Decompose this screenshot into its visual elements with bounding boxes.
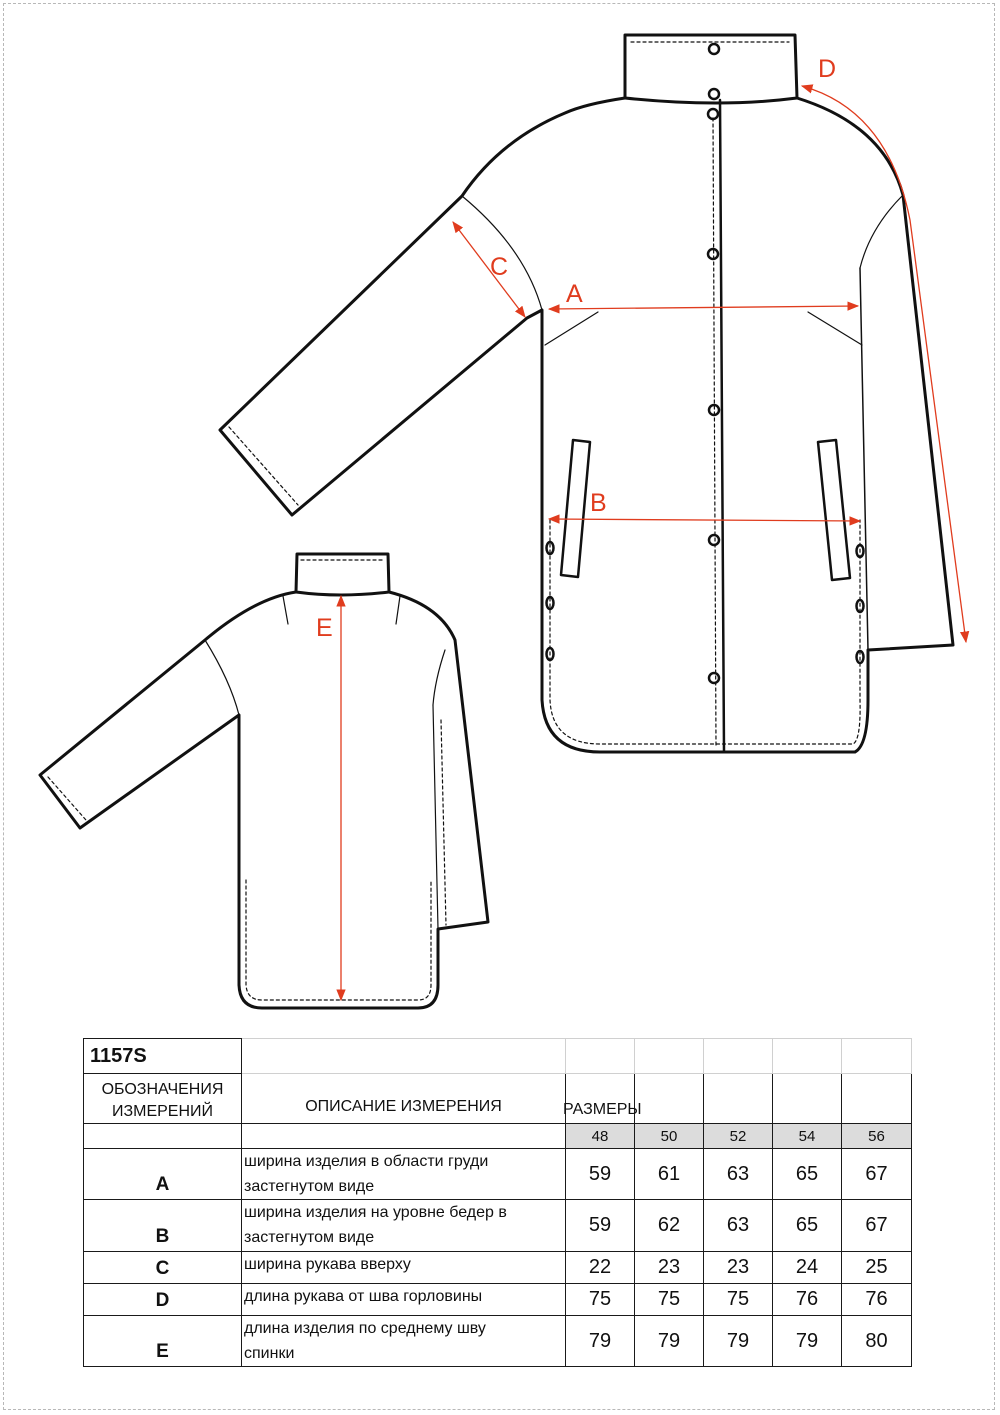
label-e: E [316, 614, 333, 642]
size-cell: 56 [842, 1124, 912, 1149]
arrow-d [802, 86, 966, 642]
measure-value: 80 [842, 1316, 912, 1367]
back-vent-stitch [441, 720, 446, 925]
measure-description: ширина изделия в области груди застегнутом виде [242, 1149, 566, 1200]
measure-value: 65 [773, 1200, 842, 1252]
right-pocket [818, 440, 850, 580]
measure-value: 24 [773, 1252, 842, 1284]
table-row [84, 1200, 912, 1252]
label-b: B [590, 489, 607, 517]
model-number: 1157S [84, 1039, 242, 1074]
measure-labels [316, 55, 836, 642]
back-armhole [205, 640, 239, 715]
size-cell: 50 [635, 1124, 704, 1149]
center-front-placket [720, 100, 724, 752]
measure-value: 76 [842, 1284, 912, 1316]
back-shoulder-seam-right [396, 596, 400, 624]
measure-description: ширина изделия на уровне бедер в застегнутом виде [242, 1200, 566, 1252]
front-body-outline [220, 98, 953, 752]
right-dart [808, 312, 862, 345]
label-c: C [490, 253, 509, 281]
left-pocket [561, 440, 590, 577]
measure-code: B [84, 1200, 242, 1252]
left-dart [545, 312, 598, 345]
table-row [84, 1316, 912, 1367]
measure-value: 65 [773, 1149, 842, 1200]
size-cell: 48 [566, 1124, 635, 1149]
measure-value: 63 [704, 1149, 773, 1200]
measure-value: 59 [566, 1200, 635, 1252]
measure-value: 75 [566, 1284, 635, 1316]
measure-value: 75 [704, 1284, 773, 1316]
size-table [83, 1038, 912, 1367]
measure-value: 67 [842, 1200, 912, 1252]
description-column-header: ОПИСАНИЕ ИЗМЕРЕНИЯ [242, 1074, 566, 1124]
measure-value: 23 [635, 1252, 704, 1284]
measure-value: 67 [842, 1149, 912, 1200]
measure-description: длина изделия по среднему шву спинки [242, 1316, 566, 1367]
measure-value: 79 [635, 1316, 704, 1367]
back-shoulder-seam-left [283, 596, 288, 624]
back-view [40, 554, 488, 1008]
sizes-row [84, 1124, 912, 1149]
table-row [84, 1284, 912, 1316]
placket-stitch [713, 118, 716, 745]
measure-value: 25 [842, 1252, 912, 1284]
front-buttons [708, 44, 719, 683]
measure-value: 23 [704, 1252, 773, 1284]
side-snaps [547, 542, 864, 663]
measure-description: ширина рукава вверху [242, 1252, 566, 1284]
back-cuff-stitch [48, 777, 86, 820]
hem-stitch [550, 520, 860, 744]
measure-value: 75 [635, 1284, 704, 1316]
back-body-outline [40, 592, 488, 1008]
measure-value: 62 [635, 1200, 704, 1252]
back-sleeve-seam [433, 650, 445, 705]
measure-value: 79 [704, 1316, 773, 1367]
measure-description: длина рукава от шва горловины [242, 1284, 566, 1316]
table-title-row [84, 1039, 912, 1074]
measure-code: D [84, 1284, 242, 1316]
table-header-row [84, 1074, 912, 1124]
sizes-header: РАЗМЕРЫ [566, 1074, 635, 1124]
size-cell: 52 [704, 1124, 773, 1149]
arrow-c [453, 222, 525, 317]
measure-value: 76 [773, 1284, 842, 1316]
measure-value: 63 [704, 1200, 773, 1252]
back-hem-stitch [246, 880, 431, 1000]
front-view [220, 35, 953, 752]
measure-value: 61 [635, 1149, 704, 1200]
label-d: D [818, 55, 837, 83]
table-row [84, 1252, 912, 1284]
measure-value: 59 [566, 1149, 635, 1200]
right-sleeve-seam [860, 195, 903, 268]
arrow-a [549, 306, 858, 309]
left-cuff-stitch [229, 427, 298, 505]
measure-code: E [84, 1316, 242, 1367]
measure-code: A [84, 1149, 242, 1200]
measure-value: 22 [566, 1252, 635, 1284]
back-side-seam [433, 705, 438, 929]
code-column-header: ОБОЗНАЧЕНИЯ ИЗМЕРЕНИЙ [84, 1074, 242, 1124]
label-a: A [566, 280, 583, 308]
measure-code: C [84, 1252, 242, 1284]
measure-value: 79 [566, 1316, 635, 1367]
size-cell: 54 [773, 1124, 842, 1149]
table-row [84, 1149, 912, 1200]
arrow-b [549, 519, 860, 521]
right-underarm [860, 268, 868, 650]
measure-value: 79 [773, 1316, 842, 1367]
